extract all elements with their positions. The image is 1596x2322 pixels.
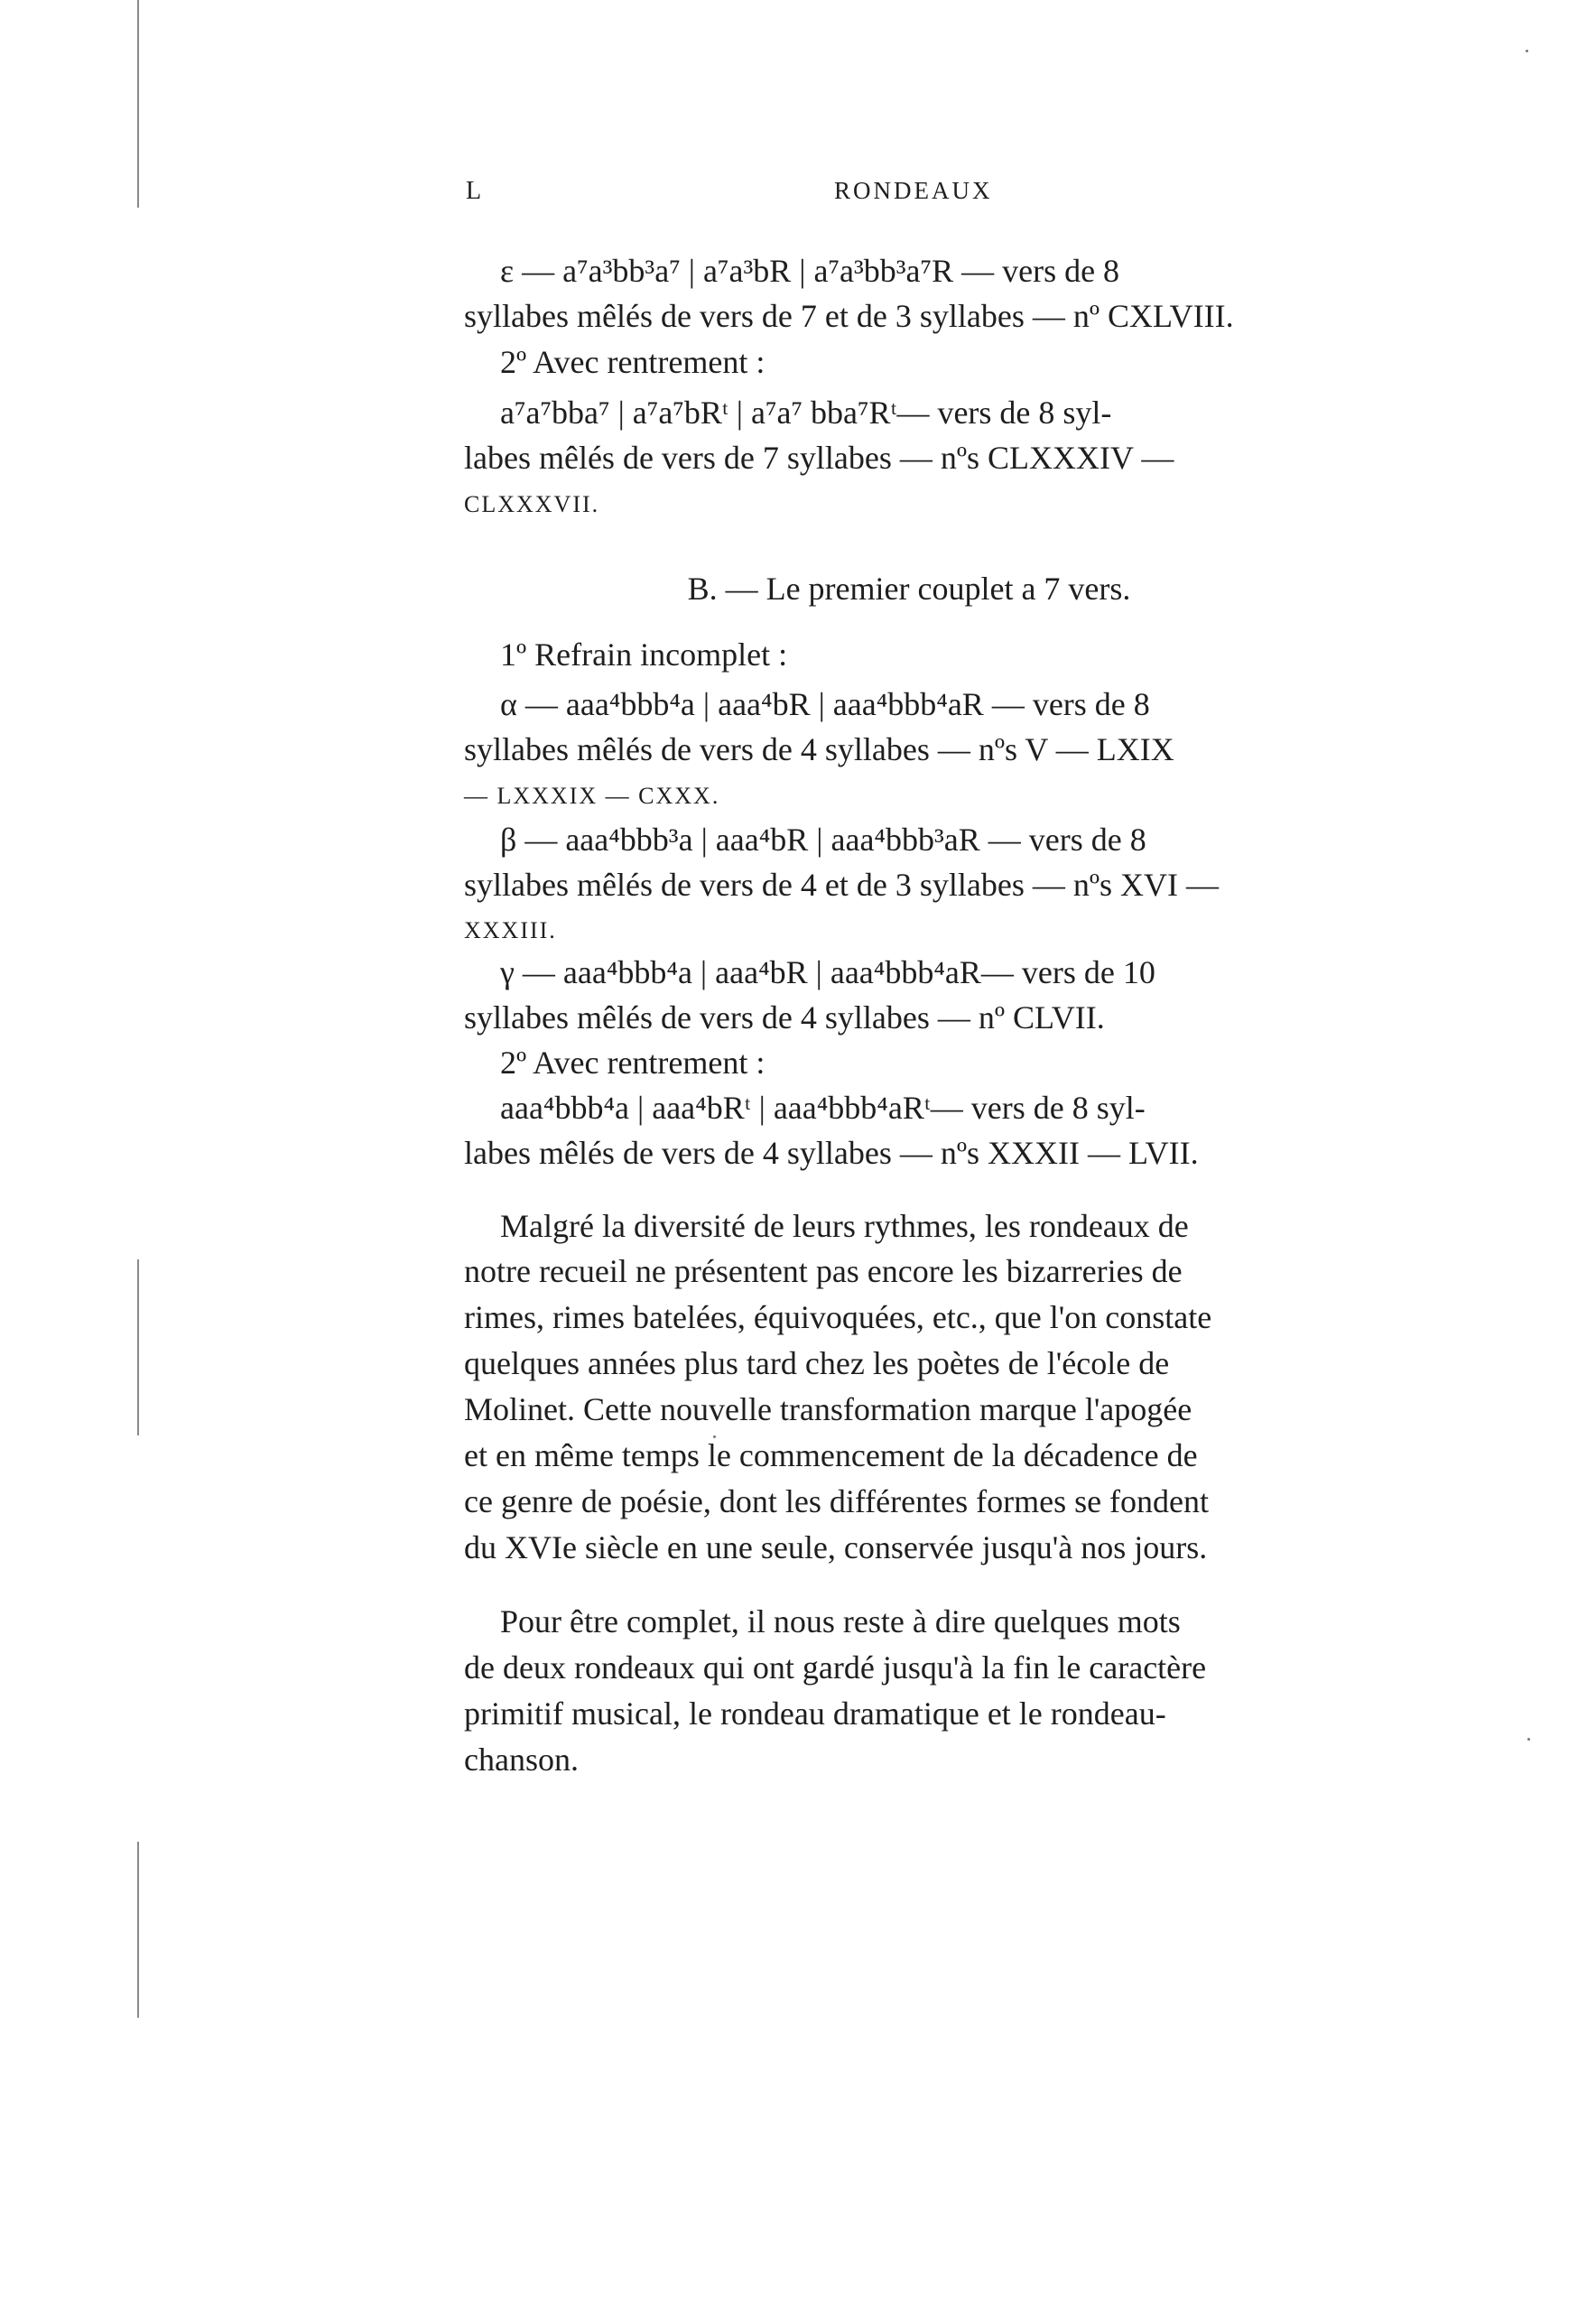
subheading: 2º Avec rentrement : [500,344,766,380]
formula-line: aaa⁴bbb⁴a | aaa⁴bRᵗ | aaa⁴bbb⁴aRᵗ— vers de 8 syl- [500,1090,1146,1126]
text-line: labes mêlés de vers de 7 syllabes — nºs CLXXXIV — [464,440,1174,476]
binding-margin-line [137,1842,139,2018]
paragraph-line: et en même temps le commencement de la décadence de [464,1437,1198,1473]
paragraph-line: Pour être complet, il nous reste à dire quelques mots [500,1603,1181,1639]
paragraph-line: Molinet. Cette nouvelle transformation marque l'apogée [464,1391,1192,1427]
paragraph-line: quelques années plus tard chez les poètes de l'école de [464,1345,1170,1381]
paragraph-line: primitif musical, le rondeau dramatique et le rondeau- [464,1695,1166,1732]
running-title: RONDEAUX [834,177,993,204]
formula-line: γ — aaa⁴bbb⁴a | aaa⁴bR | aaa⁴bbb⁴aR— vers de 10 [500,954,1155,990]
formula-line: α — aaa⁴bbb⁴a | aaa⁴bR | aaa⁴bbb⁴aR — vers de 8 [500,686,1150,722]
page-speck [1527,1738,1530,1741]
formula-line: ε — a⁷a³bb³a⁷ | a⁷a³bR | a⁷a³bb³a⁷R — vers de 8 [500,253,1120,289]
paragraph-line: Malgré la diversité de leurs rythmes, les rondeaux de [500,1208,1189,1244]
binding-margin-line [137,1259,139,1435]
paragraph-line-italic [464,1295,1354,1340]
paragraph-line: chanson. [464,1742,579,1778]
binding-margin-line [137,0,139,208]
text-line: XXXIII. [464,917,557,943]
text-line: syllabes mêlés de vers de 4 syllabes — nºs V — LXIX [464,731,1174,767]
page-number: L [466,177,483,205]
paragraph-line: notre recueil ne présentent pas encore les bizarreries de [464,1253,1183,1289]
paragraph-line: de deux rondeaux qui ont gardé jusqu'à la fin le caractère [464,1649,1207,1686]
section-heading: B. — Le premier couplet a 7 vers. [687,571,1131,607]
paragraph-line: rimes, rimes batelées, équivoquées, etc., que l'on constate [464,1299,1212,1335]
formula-line: β — aaa⁴bbb³a | aaa⁴bR | aaa⁴bbb³aR — vers de 8 [500,822,1146,858]
paragraph-line: du XVIe siècle en une seule, conservée jusqu'à nos jours. [464,1529,1208,1565]
text-line: syllabes mêlés de vers de 4 syllabes — nº CLVII. [464,999,1105,1036]
page-speck [1526,50,1528,52]
text-line: labes mêlés de vers de 4 syllabes — nºs XXXII — LVII. [464,1135,1199,1171]
text-line: CLXXXVII. [464,491,600,517]
subheading: 2º Avec rentrement : [500,1045,766,1081]
paragraph-line: ce genre de poésie, dont les différentes formes se fondent [464,1483,1210,1519]
running-head [466,177,1354,213]
text-line: syllabes mêlés de vers de 4 et de 3 syllabes — nºs XVI — [464,867,1219,903]
formula-line: a⁷a⁷bba⁷ | a⁷a⁷bRᵗ | a⁷a⁷ bba⁷Rᵗ— vers de 8 syl- [500,395,1112,431]
text-line: syllabes mêlés de vers de 7 et de 3 syllabes — nº CXLVIII. [464,298,1234,334]
subheading: 1º Refrain incomplet : [500,636,788,673]
text-line: — LXXXIX — CXXX. [464,783,720,809]
